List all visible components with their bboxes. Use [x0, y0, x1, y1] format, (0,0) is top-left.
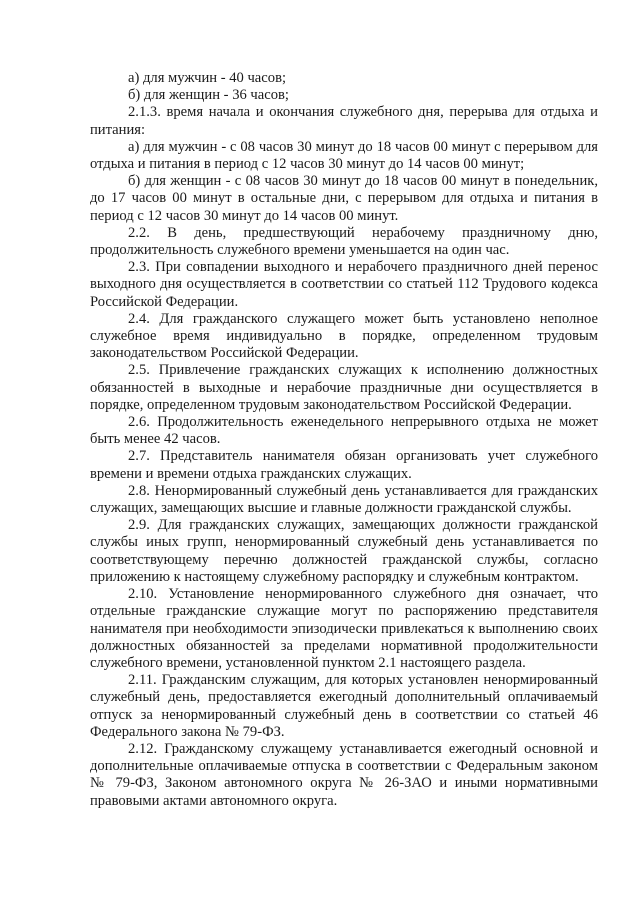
paragraph-2-6: 2.6. Продолжительность еженедельного непрерывного отдыха не может быть менее 42 часов.: [90, 414, 598, 448]
paragraph-2-4: 2.4. Для гражданского служащего может быть установлено неполное служебное время индивидуально в порядке, определенном трудовым законодательством Российской Федерации.: [90, 310, 598, 362]
paragraph-2-7: 2.7. Представитель нанимателя обязан организовать учет служебного времени и времени отдыха гражданских служащих.: [90, 448, 598, 482]
paragraph-men-schedule: а) для мужчин - с 08 часов 30 минут до 18 часов 00 минут с перерывом для отдыха и питания в период с 12 часов 30 минут до 14 часов 00 минут;: [90, 138, 598, 173]
paragraph-2-3: 2.3. При совпадении выходного и нерабочего праздничного дней перенос выходного дня осуществляется в соответствии со статьей 112 Трудового кодекса Российской Федерации.: [90, 259, 598, 310]
paragraph-2-10: 2.10. Установление ненормированного служебного дня означает, что отдельные гражданские служащие могут по распоряжению представителя нанимателя при необходимости эпизодически привлекаться к выполнению своих должностных обязанностей за пределами нормативной продолжительности служебного времени, установленной пунктом 2.1 настоящего раздела.: [90, 586, 598, 671]
paragraph-2-9: 2.9. Для гражданских служащих, замещающих должности гражданской службы иных групп, ненормированный служебный день устанавливается по соответствующему перечню должностей гражданской службы, согласно приложению к настоящему служебному распорядку и служебным контрактом.: [90, 517, 598, 585]
paragraph-2-5: 2.5. Привлечение гражданских служащих к исполнению должностных обязанностей в выходные и нерабочие праздничные дни осуществляется в порядке, определенном трудовым законодательством Российской Федерации.: [90, 362, 598, 413]
paragraph-2-2: 2.2. В день, предшествующий нерабочему праздничному дню, продолжительность служебного времени уменьшается на один час.: [90, 224, 598, 259]
paragraph-2-11: 2.11. Гражданским служащим, для которых установлен ненормированный служебный день, предоставляется ежегодный дополнительный оплачиваемый отпуск за ненормированный служебный день в соответствии со статьей 46 Федерального закона № 79-ФЗ.: [90, 672, 598, 740]
paragraph-women-schedule: б) для женщин - с 08 часов 30 минут до 18 часов 00 минут в понедельник, до 17 часов 00 минут в остальные дни, с перерывом для отдыха и питания в период с 12 часов 30 минут до 14 часов 00 минут.: [90, 173, 598, 224]
paragraph-2-1-3: 2.1.3. время начала и окончания служебного дня, перерыва для отдыха и питания:: [90, 104, 598, 138]
paragraph-2-12: 2.12. Гражданскому служащему устанавливается ежегодный основной и дополнительные оплачиваемые отпуска в соответствии с Федеральным законом № 79-ФЗ, Законом автономного округа № 26-ЗАО и иными нормативными правовыми актами автономного округа.: [90, 740, 598, 809]
document-page: [90, 70, 598, 810]
paragraph-2-8: 2.8. Ненормированный служебный день устанавливается для гражданских служащих, замещающих высшие и главные должности гражданской службы.: [90, 482, 598, 517]
paragraph-men-hours: а) для мужчин - 40 часов;: [128, 70, 287, 86]
paragraph-women-hours: б) для женщин - 36 часов;: [128, 87, 289, 104]
